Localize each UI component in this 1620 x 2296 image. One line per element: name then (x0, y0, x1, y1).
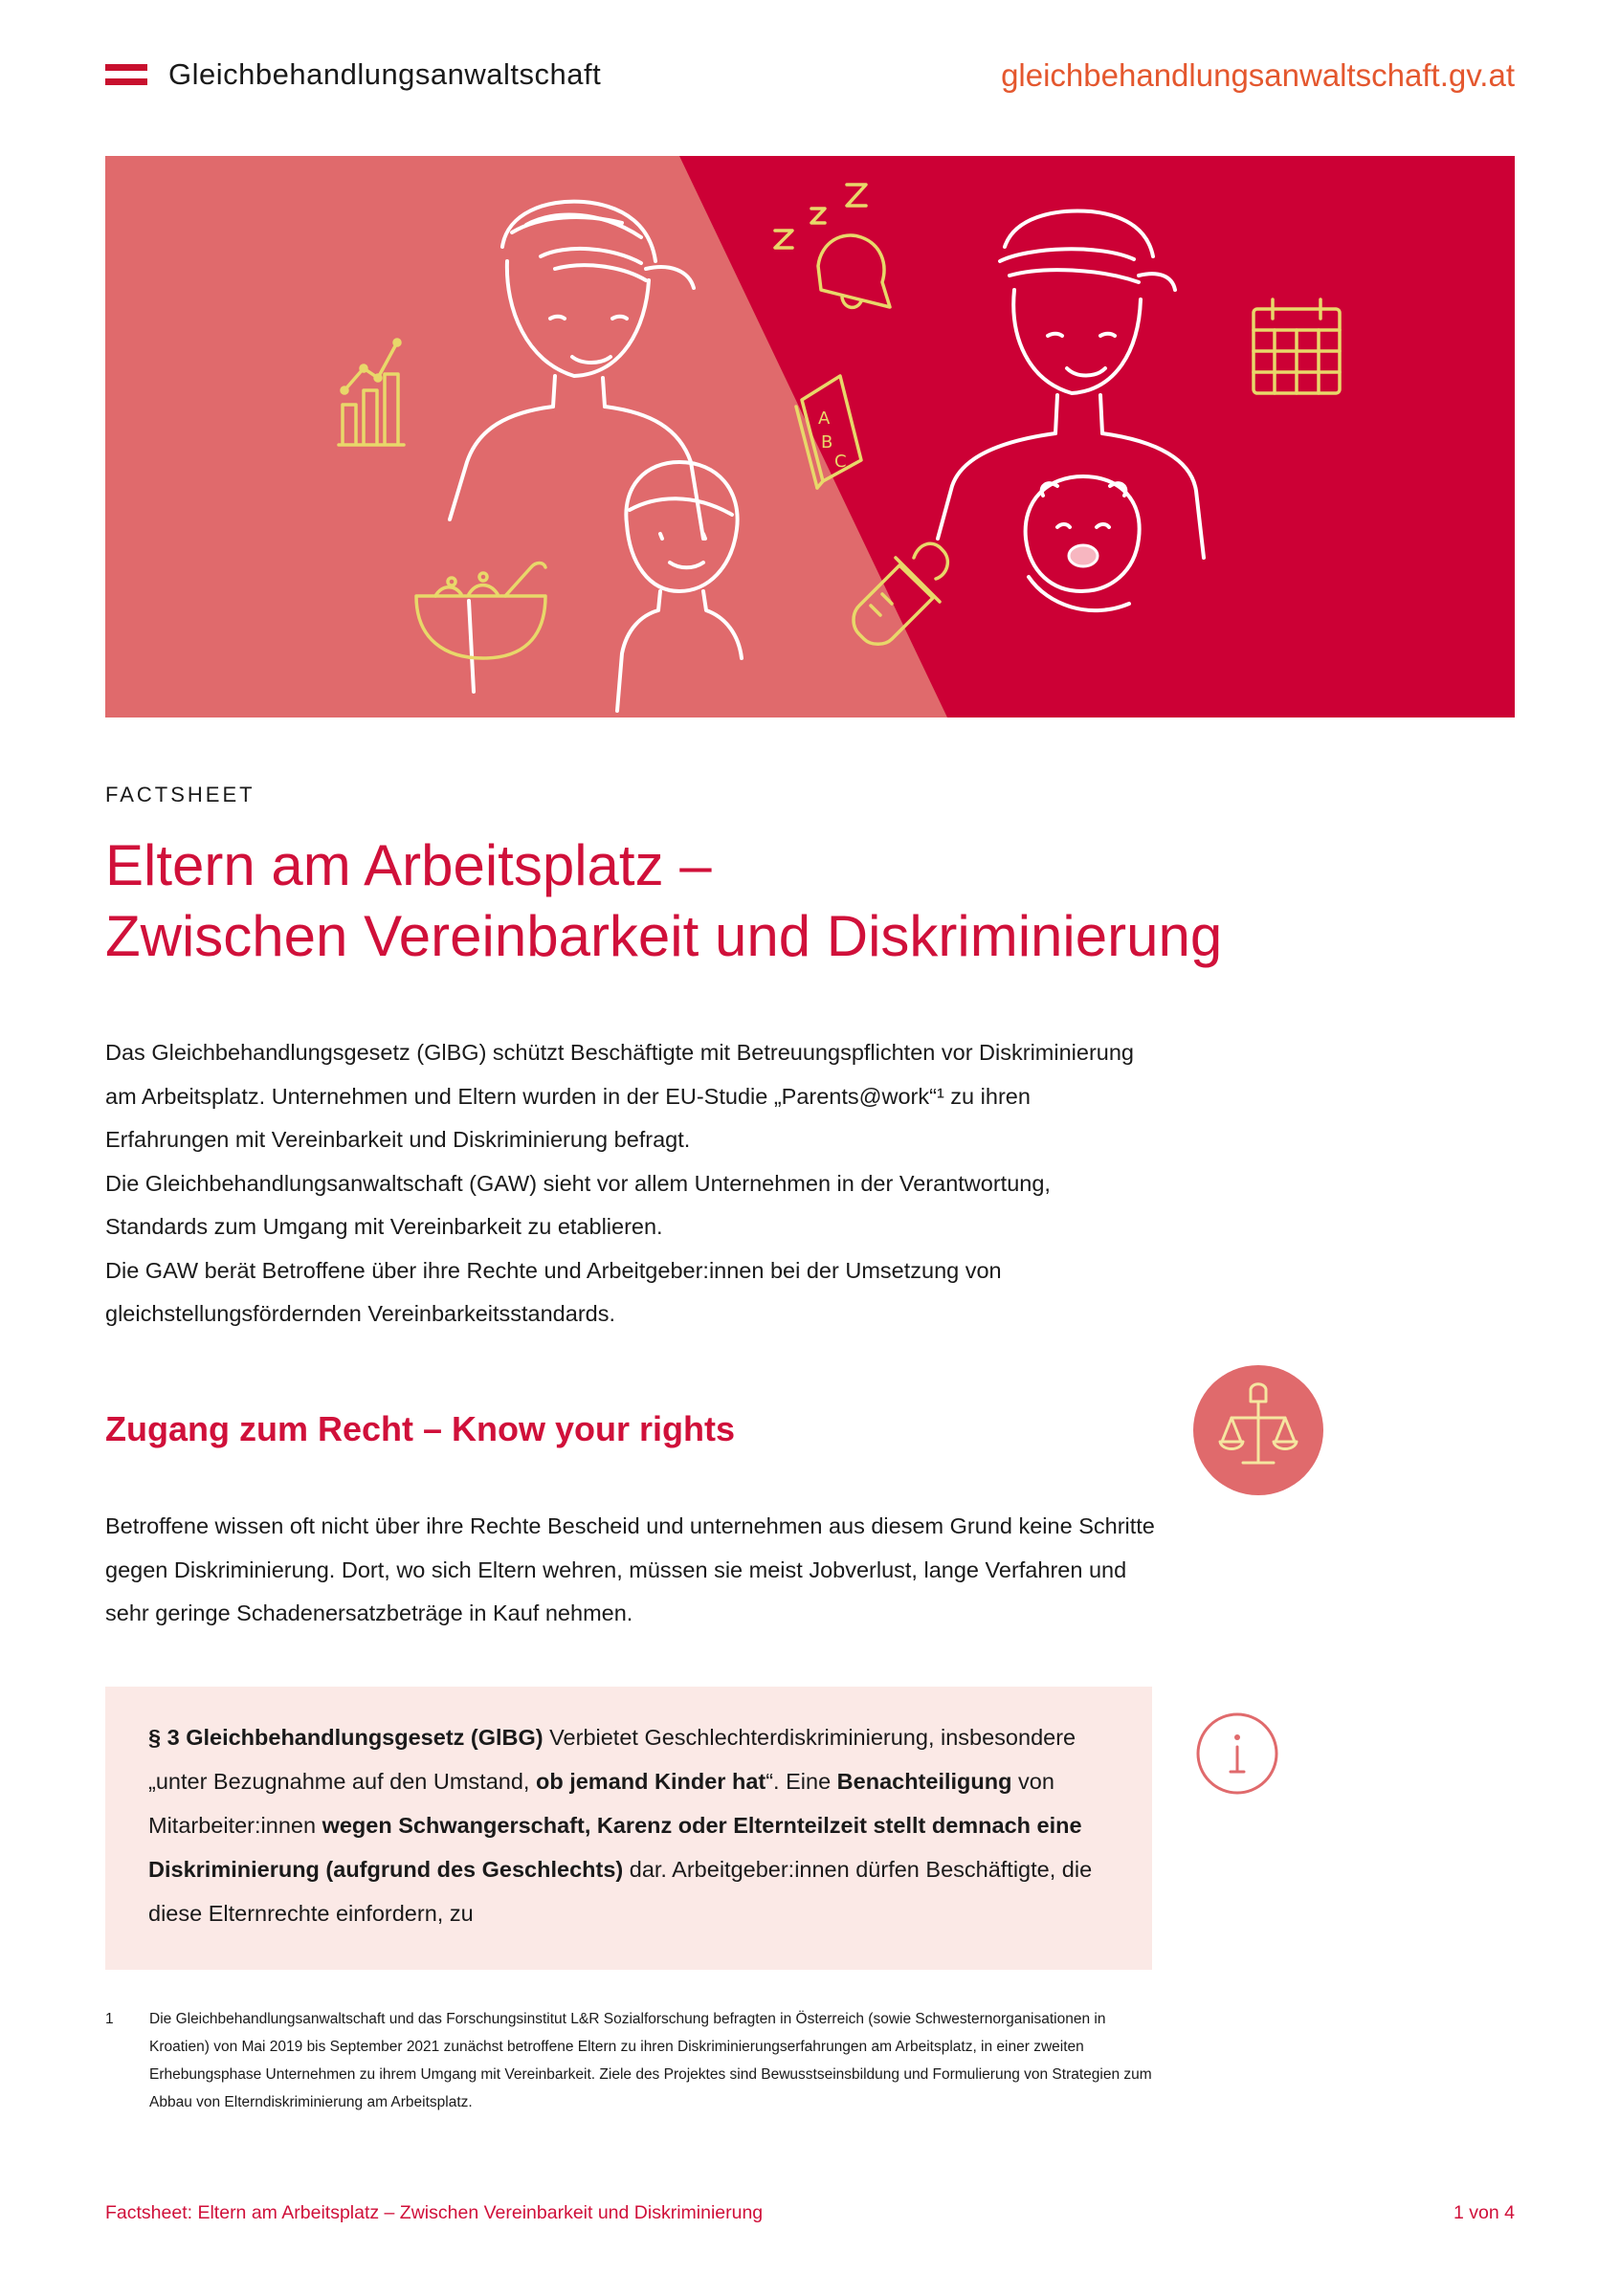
info-icon (1194, 1711, 1280, 1797)
info-box-text-part: “. Eine (766, 1769, 837, 1794)
info-box-emphasis: Benachteiligung (836, 1769, 1012, 1794)
info-box-text-part: dar. Arbeitgeber:innen dürfen Beschäftigte, die diese Elternrechte einfordern, zu (148, 1857, 1093, 1926)
footer-title: Factsheet: Eltern am Arbeitsplatz – Zwischen Vereinbarkeit und Diskriminierung (105, 2202, 764, 2223)
info-box-emphasis: ob jemand Kinder hat (535, 1769, 766, 1794)
website-link[interactable]: gleichbehandlungsanwaltschaft.gv.at (1001, 57, 1515, 93)
intro-paragraph-3: Die GAW berät Betroffene über ihre Rechte und Arbeitgeber:innen bei der Umsetzung von gleichstellungsfördernden Vereinbarkeitsstandards. (105, 1257, 1002, 1326)
org-name: Gleichbehandlungsanwaltschaft (168, 57, 602, 91)
page-title (105, 830, 1483, 972)
page-number: 1 von 4 (1454, 2202, 1515, 2223)
scales-icon (1193, 1365, 1323, 1495)
title-line-1: Eltern am Arbeitsplatz – (105, 833, 712, 897)
footnote (105, 2005, 1158, 2116)
intro-paragraph-2: Die Gleichbehandlungsanwaltschaft (GAW) sieht vor allem Unternehmen in der Verantwortung, Standards zum Umgang mit Vereinbarkeit zu etablieren. (105, 1170, 1051, 1239)
info-box-emphasis: wegen Schwangerschaft, Karenz oder Elternteilzeit stellt demnach eine Diskriminierung (aufgrund des Geschlechts) (148, 1813, 1082, 1882)
svg-text:C: C (834, 452, 847, 472)
austria-flag-icon (105, 64, 147, 85)
info-box-text (148, 1715, 1124, 1935)
svg-text:A: A (818, 408, 831, 429)
factsheet-label: FACTSHEET (105, 783, 255, 806)
svg-text:B: B (821, 432, 833, 453)
header-logo (105, 55, 601, 94)
section-body: Betroffene wissen oft nicht über ihre Rechte Bescheid und unternehmen aus diesem Grund keine Schritte gegen Diskriminierung. Dort, wo sich Eltern wehren, müssen sie meist Jobverlust, lange Verfahren und sehr geringe Schadenersatzbeträge in Kauf nehmen. (105, 1513, 1155, 1625)
hero-illustration (105, 156, 1515, 718)
info-box-law-ref: § 3 Gleichbehandlungsgesetz (GlBG) (148, 1725, 544, 1750)
intro-text (105, 1031, 1158, 1336)
intro-paragraph-1: Das Gleichbehandlungsgesetz (GlBG) schützt Beschäftigte mit Betreuungspflichten vor Diskriminierung am Arbeitsplatz. Unternehmen und Eltern wurden in der EU-Studie „Parents@work“¹ zu ihren Erfahrungen mit Vereinbarkeit und Diskriminierung befragt. (105, 1040, 1134, 1152)
footnote-text: Die Gleichbehandlungsanwaltschaft und das Forschungsinstitut L&R Sozialforschung befragten in Österreich (sowie Schwesternorganisationen in Kroatien) von Mai 2019 bis September 2021 zunächst betroffene Eltern zu ihren Diskriminierungserfahrungen am Arbeitsplatz, in einer zweiten Erhebungsphase Unternehmen zu ihrem Umgang mit Vereinbarkeit. Ziele des Projektes sind Bewusstseinsbildung und Formulierung von Strategien zum Abbau von Elterndiskriminierung am Arbeitsplatz. (149, 2011, 1152, 2110)
section-heading: Zugang zum Recht – Know your rights (105, 1409, 736, 1448)
info-box-text-part: von Mitarbeiter:innen (148, 1769, 1054, 1838)
title-line-2: Zwischen Vereinbarkeit und Diskriminierung (105, 904, 1223, 968)
footnote-number: 1 (105, 2011, 114, 2027)
info-box-text-part: Verbietet Geschlechterdiskriminierung, insbesondere „unter Bezugnahme auf den Umstand, (148, 1725, 1076, 1794)
